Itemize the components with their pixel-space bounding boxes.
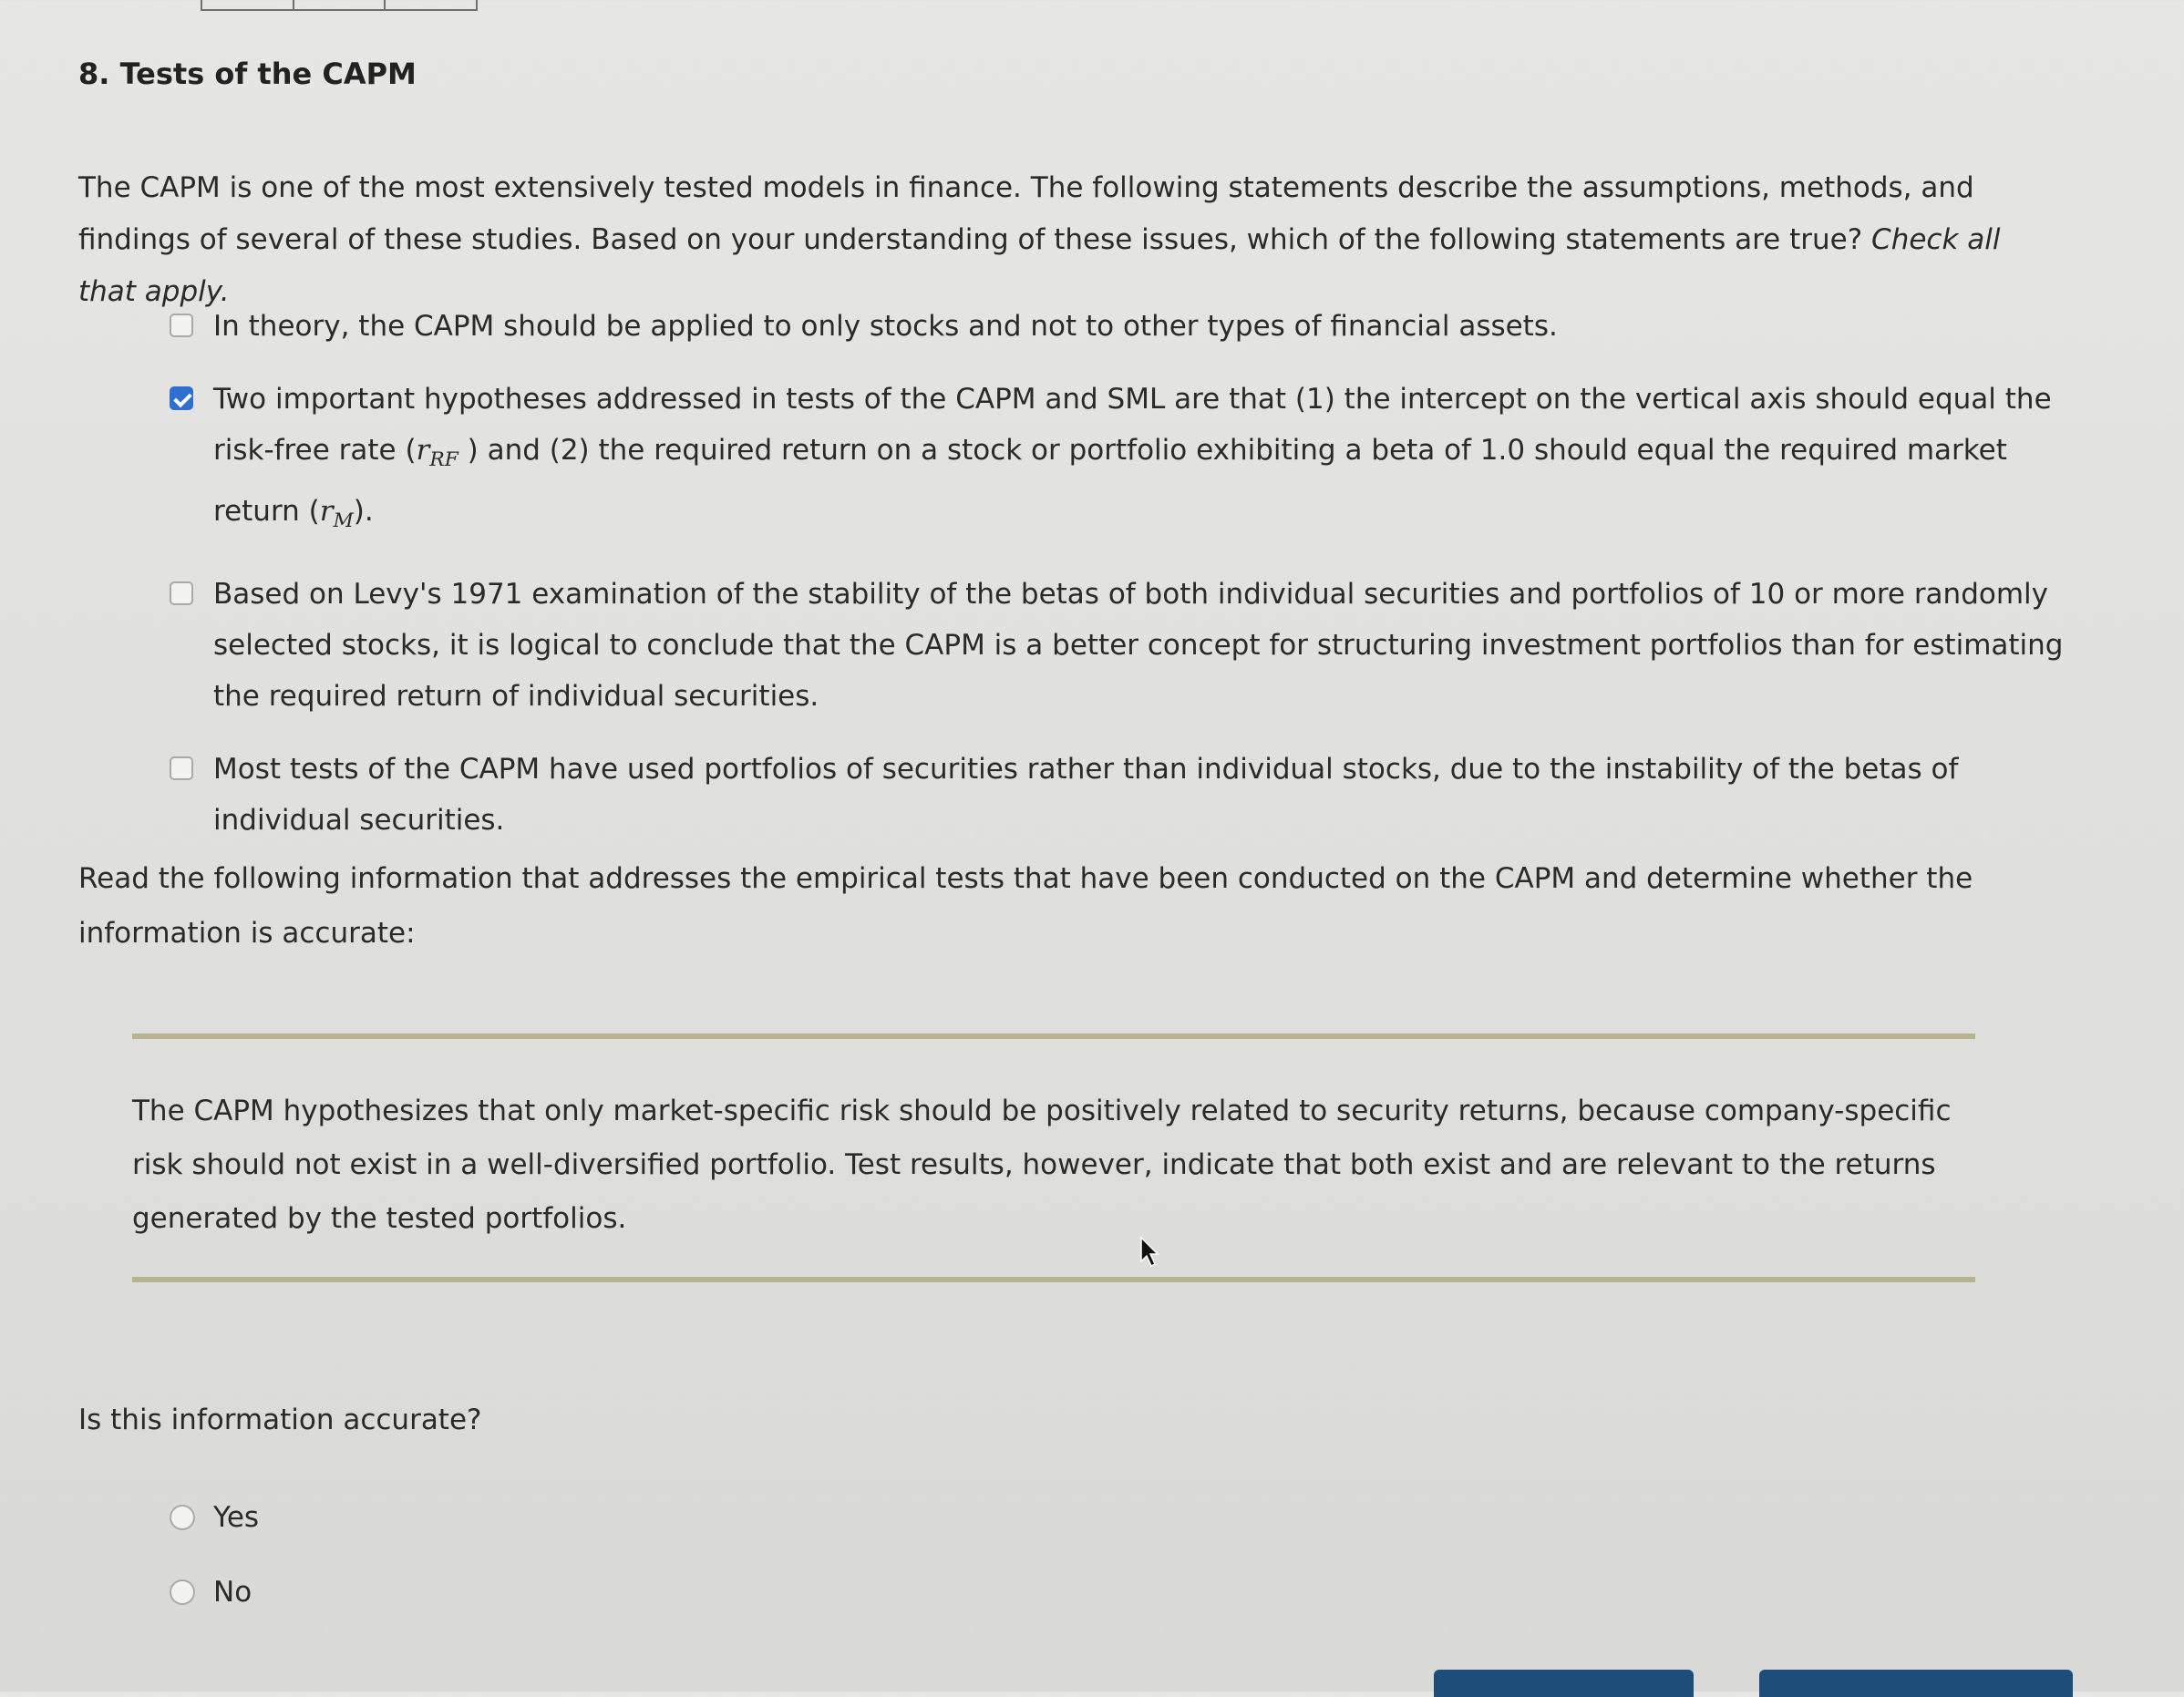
top-tab-1[interactable]	[202, 0, 294, 9]
option-2-math-rm: $r_M$	[319, 495, 354, 533]
option-2-text-part3: ).	[353, 495, 374, 529]
option-1-checkbox[interactable]	[170, 314, 193, 337]
option-3-label: Based on Levy's 1971 examination of the stability of the betas of both individual securities and portfolios of 10 or more randomly selected stocks, it is logical to conclude that the CAPM is a better concept for structuring investment portfolios than for estimating the required return of individual securities.	[213, 578, 2064, 714]
option-4[interactable]	[170, 744, 2084, 846]
option-2-text-part1: Two important hypotheses addressed in tests of the CAPM and SML are that (1) the intercept on the vertical axis should equal the risk-free rate (	[213, 383, 2052, 467]
option-3-checkbox[interactable]	[170, 581, 193, 605]
option-2-label	[213, 383, 2052, 533]
option-1[interactable]	[170, 301, 2084, 352]
radio-yes-label: Yes	[213, 1501, 260, 1534]
intro-instruction: Check all that apply.	[78, 223, 2001, 308]
radio-no[interactable]	[170, 1579, 195, 1605]
info-box-text: The CAPM hypothesizes that only market-specific risk should be positively related to security returns, because company-specific risk should not exist in a well-diversified portfolio. Test results, however, indicate that both exist and are relevant to the returns generated by the tested portfolios.	[132, 1095, 1952, 1235]
radio-no-label: No	[213, 1576, 252, 1609]
options-list	[170, 301, 2084, 868]
top-tab-3[interactable]	[386, 0, 476, 9]
option-1-label: In theory, the CAPM should be applied to only stocks and not to other types of financial assets.	[213, 310, 1558, 343]
option-2-math-rrf: $r_{RF}$	[416, 434, 458, 472]
option-3[interactable]	[170, 569, 2084, 722]
option-4-checkbox[interactable]	[170, 756, 193, 780]
top-tab-bar	[201, 0, 478, 11]
radio-option-yes[interactable]	[170, 1499, 259, 1536]
info-box-bottom-divider	[132, 1277, 1975, 1282]
read-instruction: Read the following information that addresses the empirical tests that have been conducted on the CAPM and determine whether the information is accurate:	[78, 862, 1973, 950]
intro-text: The CAPM is one of the most extensively tested models in finance. The following statements describe the assumptions, methods, and findings of several of these studies. Based on your understanding of these issues, which of the following statements are true?	[78, 171, 1974, 256]
question-title: 8. Tests of the CAPM	[78, 57, 417, 91]
top-tab-2[interactable]	[294, 0, 386, 9]
right-action-button[interactable]	[1759, 1670, 2073, 1697]
mouse-pointer-icon	[1139, 1236, 1161, 1269]
option-4-label: Most tests of the CAPM have used portfolios of securities rather than individual stocks, due to the instability of the betas of individual securities.	[213, 753, 1959, 838]
question-intro	[78, 162, 2066, 318]
radio-option-no[interactable]	[170, 1574, 252, 1610]
info-box-top-divider	[132, 1034, 1975, 1039]
accuracy-question: Is this information accurate?	[78, 1404, 482, 1436]
option-2[interactable]	[170, 374, 2084, 547]
left-action-button[interactable]	[1434, 1670, 1694, 1697]
radio-yes[interactable]	[170, 1505, 195, 1530]
option-2-checkbox[interactable]	[170, 386, 193, 410]
option-2-text-part2: ) and (2) the required return on a stock or portfolio exhibiting a beta of 1.0 should equal the required market return (	[213, 434, 2007, 529]
